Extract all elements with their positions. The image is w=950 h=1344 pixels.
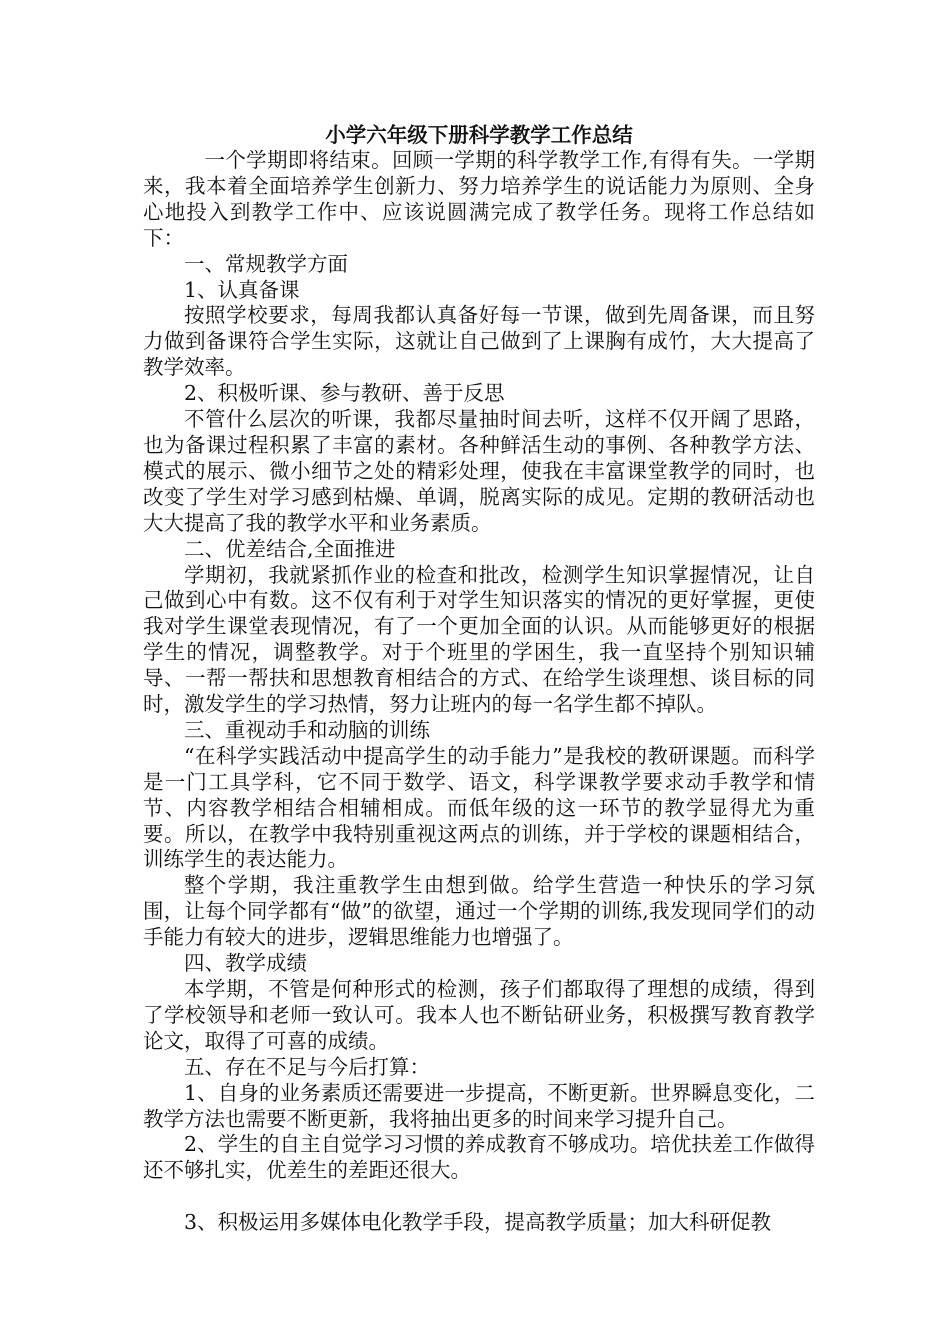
paragraph-lesson-prep: 按照学校要求，每周我都认真备好每一节课，做到先周备课，而且努力做到备课符合学生实际，这就让自己做到了上课胸有成竹，大大提高了教学效率。 <box>143 303 815 380</box>
document-body <box>143 122 815 1236</box>
section-heading-3: 三、重视动手和动脑的训练 <box>184 717 430 742</box>
paragraph-plan-3: 3、积极运用多媒体电化教学手段，提高教学质量；加大科研促教 <box>184 1210 772 1235</box>
paragraph-observation: 不管什么层次的听课，我都尽量抽时间去听，这样不仅开阔了思路，也为备课过程积累了丰富的素材。各种鲜活生动的事例、各种教学方法、模式的展示、微小细节之处的精彩处理，使我在丰富课堂教学的同时，也改变了学生对学习感到枯燥、单调，脱离实际的成见。定期的教研活动也大大提高了我的教学水平和业务素质。 <box>143 407 815 535</box>
paragraph-results: 本学期，不管是何种形式的检测，孩子们都取得了理想的成绩，得到了学校领导和老师一致认可。我本人也不断钻研业务，积极撰写教育教学论文，取得了可喜的成绩。 <box>143 977 815 1053</box>
paragraph-hands-on: 整个学期，我注重教学生由想到做。给学生营造一种快乐的学习氛围，让每个同学都有“做”的欲望，通过一个学期的训练,我发现同学们的动手能力有较大的进步，逻辑思维能力也增强了。 <box>143 873 815 950</box>
paragraph-homework: 学期初，我就紧抓作业的检查和批改，检测学生知识掌握情况，让自己做到心中有数。这不仅有利于对学生知识落实的情况的更好掌握，更使我对学生课堂表现情况，有了一个更加全面的认识。从而能够更好的根据学生的情况，调整教学。对于个班里的学困生，我一直坚持个别知识辅导、一帮一帮扶和思想教育相结合的方式、在给学生谈理想、谈目标的同时，激发学生的学习热情，努力让班内的每一名学生都不掉队。 <box>143 562 815 717</box>
section-heading-5: 五、存在不足与今后打算： <box>184 1054 430 1079</box>
paragraph-research-topic: “在科学实践活动中提高学生的动手能力”是我校的教研课题。而科学是一门工具学科，它不同于数学、语文，科学课教学要求动手教学和情节、内容教学相结合相辅相成。而低年级的这一环节的教学显得尤为重要。所以，在教学中我特别重视这两点的训练，并于学校的课题相结合，训练学生的表达能力。 <box>143 743 815 872</box>
blank-line <box>143 1184 815 1210</box>
section-heading-2: 二、优差结合,全面推进 <box>184 536 396 561</box>
intro-paragraph: 一个学期即将结束。回顾一学期的科学教学工作,有得有失。一学期来，我本着全面培养学生创新力、努力培养学生的说话能力为原则、全身心地投入到教学工作中、应该说圆满完成了教学任务。现将工作总结如下： <box>143 148 815 250</box>
paragraph-plan-2: 2、学生的自主自觉学习习惯的养成教育不够成功。培优扶差工作做得还不够扎实，优差生的差距还很大。 <box>143 1132 815 1183</box>
section-heading-1: 一、常规教学方面 <box>184 251 348 276</box>
subheading-1-2: 2、积极听课、参与教研、善于反思 <box>184 381 505 406</box>
section-heading-4: 四、教学成绩 <box>184 951 307 976</box>
subheading-1-1: 1、认真备课 <box>184 277 300 302</box>
paragraph-plan-1: 1、自身的业务素质还需要进一步提高，不断更新。世界瞬息变化，二教学方法也需要不断更新，我将抽出更多的时间来学习提升自己。 <box>143 1080 815 1131</box>
document-title: 小学六年级下册科学教学工作总结 <box>325 123 633 147</box>
